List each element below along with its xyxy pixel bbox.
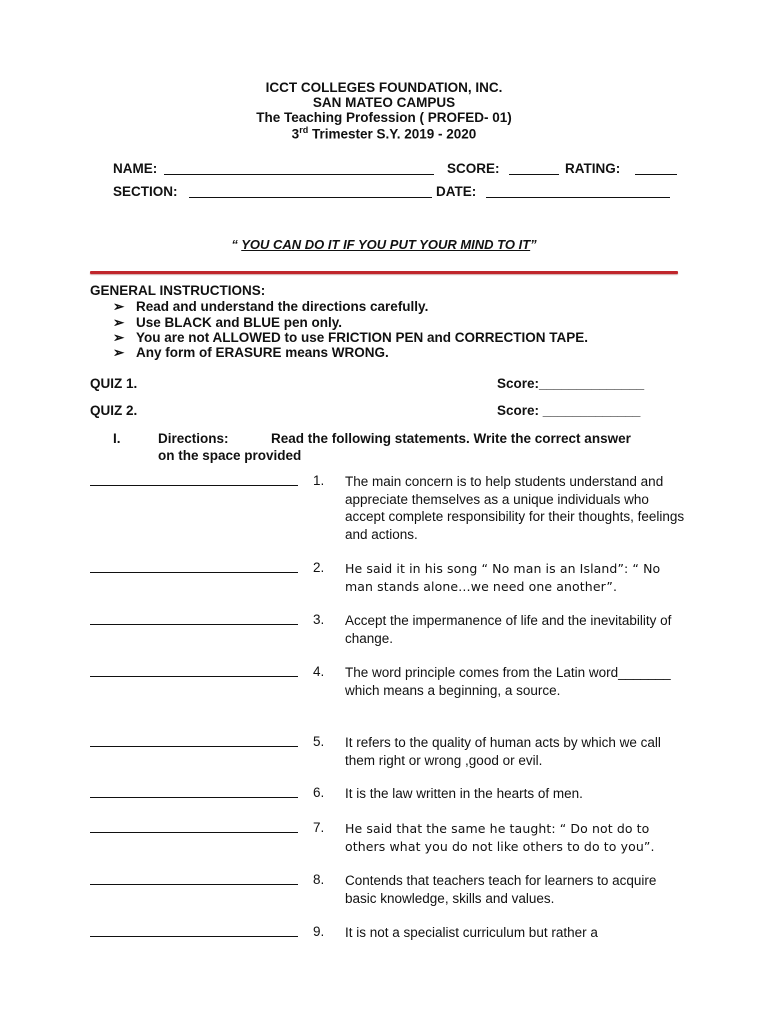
quiz1-score[interactable]: Score:______________ [497, 376, 645, 391]
divider-rule [90, 271, 678, 274]
directions-label: Directions: [158, 431, 229, 446]
instruction-text: Read and understand the directions carefully. [136, 299, 429, 314]
instruction-item [113, 330, 588, 346]
answer-line[interactable] [90, 936, 298, 937]
motto-open-quote: “ [231, 237, 238, 252]
question-text: Contends that teachers teach for learners to acquire basic knowledge, skills and values. [345, 873, 657, 906]
question-text: He said it in his song “ No man is an Island”: “ No man stands alone…we need one another”. [345, 561, 661, 594]
motto-close-quote: ” [530, 237, 537, 252]
instruction-text: Use BLACK and BLUE pen only. [136, 315, 343, 330]
rating-label: RATING: [565, 161, 621, 176]
answer-line[interactable] [90, 797, 298, 798]
question-text: It is not a specialist curriculum but rather a [345, 925, 598, 940]
question-number: 1. [313, 473, 325, 488]
motto-text: YOU CAN DO IT IF YOU PUT YOUR MIND TO IT [241, 237, 531, 252]
instructions-title: GENERAL INSTRUCTIONS: [90, 283, 266, 298]
instruction-item [113, 299, 428, 315]
instruction-item [113, 315, 342, 331]
score-label: SCORE: [447, 161, 500, 176]
question-number: 4. [313, 664, 325, 679]
directions-text: Read the following statements. Write the correct answer [271, 431, 631, 446]
question-text: He said that the same he taught: “ Do not do to others what you do not like others to do to you”. [345, 821, 655, 854]
answer-line[interactable] [90, 746, 298, 747]
question-text: The word principle comes from the Latin word_______ which means a beginning, a source. [345, 665, 671, 698]
date-field[interactable] [486, 197, 670, 198]
answer-line[interactable] [90, 624, 298, 625]
motto [0, 237, 768, 252]
answer-line[interactable] [90, 676, 298, 677]
question-number: 7. [313, 820, 325, 835]
directions-text-cont: on the space provided [158, 448, 302, 463]
term-suffix: rd [299, 125, 309, 135]
question-number: 5. [313, 734, 325, 749]
question-text: It is the law written in the hearts of men. [345, 786, 583, 801]
arrow-bullet-icon: ➢ [113, 299, 125, 314]
arrow-bullet-icon: ➢ [113, 315, 125, 330]
score-field[interactable] [509, 174, 559, 175]
campus-name: SAN MATEO CAMPUS [312, 95, 456, 110]
answer-line[interactable] [90, 572, 298, 573]
section-field[interactable] [189, 197, 432, 198]
question-number: 8. [313, 872, 325, 887]
question-number: 9. [313, 924, 325, 939]
arrow-bullet-icon: ➢ [113, 345, 125, 360]
section-roman: I. [113, 431, 121, 446]
answer-line[interactable] [90, 485, 298, 486]
arrow-bullet-icon: ➢ [113, 330, 125, 345]
quiz2-label: QUIZ 2. [90, 403, 138, 418]
quiz1-label: QUIZ 1. [90, 376, 138, 391]
question-number: 6. [313, 785, 325, 800]
term-rest: Trimester S.Y. 2019 - 2020 [308, 126, 477, 142]
question-number: 2. [313, 560, 325, 575]
date-label: DATE: [436, 184, 477, 199]
instruction-item [113, 345, 389, 361]
name-label: NAME: [113, 161, 158, 176]
answer-line[interactable] [90, 884, 298, 885]
question-text: Accept the impermanence of life and the inevitability of change. [345, 613, 672, 646]
section-label: SECTION: [113, 184, 178, 199]
school-name: ICCT COLLEGES FOUNDATION, INC. [265, 80, 503, 95]
term-line [0, 125, 768, 142]
question-text: It refers to the quality of human acts by which we call them right or wrong ,good or evil. [345, 735, 661, 768]
rating-field[interactable] [635, 174, 677, 175]
instruction-text: You are not ALLOWED to use FRICTION PEN and CORRECTION TAPE. [136, 330, 589, 345]
answer-line[interactable] [90, 832, 298, 833]
question-text: The main concern is to help students understand and appreciate themselves as a unique individuals who accept complete responsibility for their thoughts, feelings and actions. [345, 474, 685, 542]
name-field[interactable] [164, 174, 434, 175]
course-title: The Teaching Profession ( PROFED- 01) [256, 110, 512, 125]
question-number: 3. [313, 612, 325, 627]
instruction-text: Any form of ERASURE means WRONG. [136, 345, 389, 360]
term-number: 3 [291, 126, 300, 142]
quiz2-score[interactable]: Score: _____________ [497, 403, 641, 418]
